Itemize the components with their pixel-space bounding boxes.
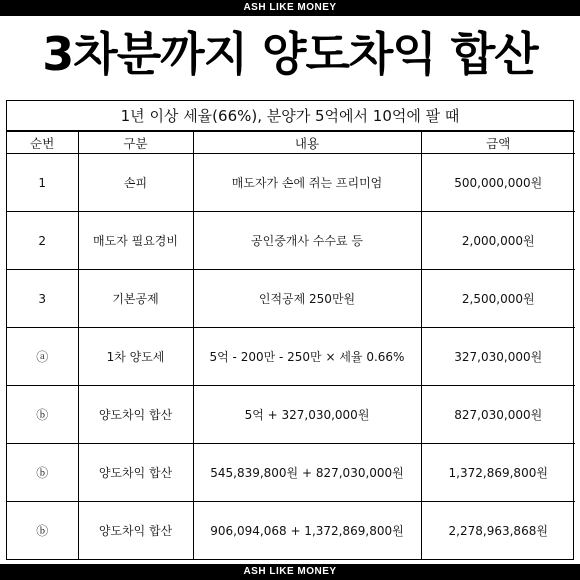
row-category: 양도차익 합산 <box>78 386 193 444</box>
row-amount: 327,030,000원 <box>421 328 575 386</box>
row-no: ⓑ <box>7 444 78 502</box>
row-no: ⓑ <box>7 502 78 560</box>
row-category: 손피 <box>78 154 193 212</box>
table-header-row <box>7 132 575 154</box>
header-amount: 금액 <box>421 132 575 154</box>
table-title: 1년 이상 세율(66%), 분양가 5억에서 10억에 팔 때 <box>7 101 573 131</box>
row-content: 공인중개사 수수료 등 <box>193 212 421 270</box>
row-content: 매도자가 손에 쥐는 프리미엄 <box>193 154 421 212</box>
row-content: 5억 + 327,030,000원 <box>193 386 421 444</box>
header-no: 순번 <box>7 132 78 154</box>
brand-banner-top: ASH LIKE MONEY <box>0 0 580 16</box>
brand-banner-bottom: ASH LIKE MONEY <box>0 564 580 580</box>
row-category: 양도차익 합산 <box>78 444 193 502</box>
table-row <box>7 270 575 328</box>
row-content: 인적공제 250만원 <box>193 270 421 328</box>
row-amount: 2,000,000원 <box>421 212 575 270</box>
row-no: 1 <box>7 154 78 212</box>
table-row <box>7 154 575 212</box>
table-row <box>7 328 575 386</box>
row-category: 매도자 필요경비 <box>78 212 193 270</box>
header-category: 구분 <box>78 132 193 154</box>
row-category: 기본공제 <box>78 270 193 328</box>
row-no: 2 <box>7 212 78 270</box>
table-row <box>7 502 575 560</box>
tax-table-sheet <box>6 100 574 560</box>
row-no: ⓐ <box>7 328 78 386</box>
tax-table <box>7 131 575 560</box>
row-amount: 1,372,869,800원 <box>421 444 575 502</box>
row-amount: 2,500,000원 <box>421 270 575 328</box>
table-row <box>7 444 575 502</box>
row-content: 5억 - 200만 - 250만 × 세율 0.66% <box>193 328 421 386</box>
row-amount: 500,000,000원 <box>421 154 575 212</box>
row-no: 3 <box>7 270 78 328</box>
row-content: 545,839,800원 + 827,030,000원 <box>193 444 421 502</box>
table-row <box>7 386 575 444</box>
row-category: 1차 양도세 <box>78 328 193 386</box>
table-row <box>7 212 575 270</box>
row-no: ⓑ <box>7 386 78 444</box>
page-title: 3차분까지 양도차익 합산 <box>42 27 538 81</box>
row-content: 906,094,068 + 1,372,869,800원 <box>193 502 421 560</box>
header-content: 내용 <box>193 132 421 154</box>
row-category: 양도차익 합산 <box>78 502 193 560</box>
row-amount: 827,030,000원 <box>421 386 575 444</box>
row-amount: 2,278,963,868원 <box>421 502 575 560</box>
